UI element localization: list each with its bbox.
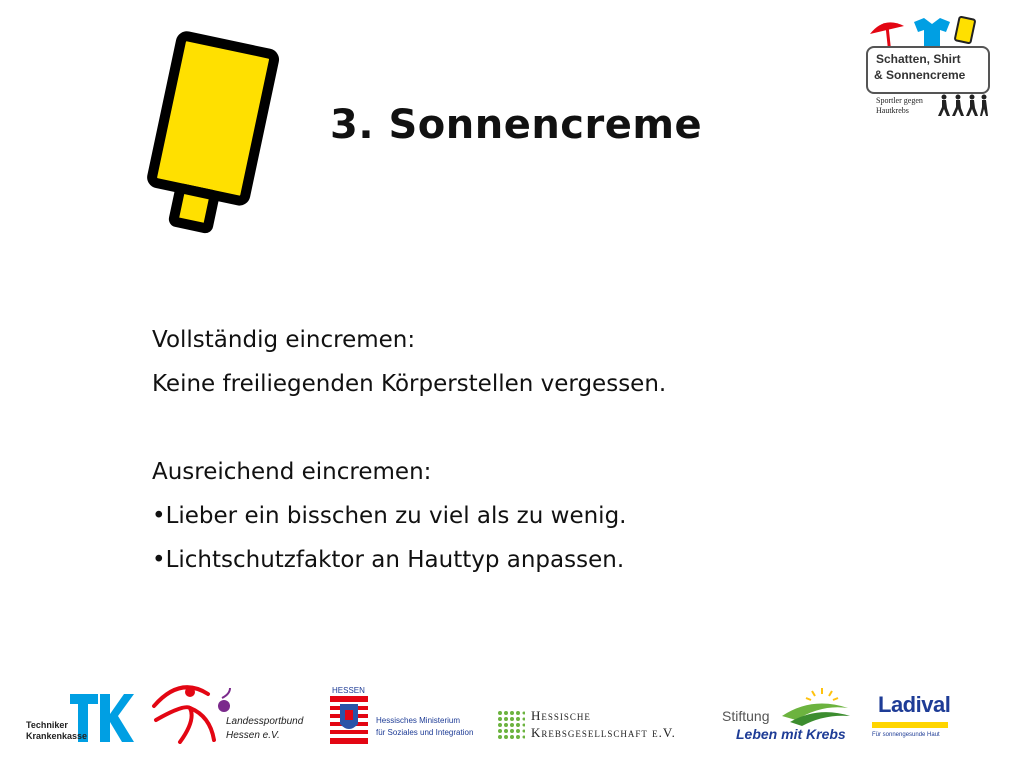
- campaign-tagline-2: Hautkrebs: [876, 106, 909, 115]
- tk-logo: [26, 694, 136, 744]
- hessen-line-1: Hessisches Ministerium: [376, 716, 461, 725]
- hessen-crest-icon: [330, 696, 368, 744]
- campaign-logo-line1: Schatten, Shirt: [876, 52, 961, 66]
- body-bullet-1: •Lieber ein bisschen zu viel als zu wenig.: [152, 503, 627, 529]
- stiftung-line-2: Leben mit Krebs: [736, 726, 846, 742]
- campaign-tagline-1: Sportler gegen: [876, 96, 923, 105]
- body-spacer: [152, 406, 912, 450]
- hkg-line-1: Hessische: [531, 708, 591, 723]
- hkg-logo: [497, 708, 707, 744]
- stiftung-sun-icon: [782, 686, 852, 726]
- hkg-line-2: Krebsgesellschaft e.V.: [531, 725, 676, 740]
- runners-icon: [938, 94, 988, 118]
- hkg-dots-icon: [497, 710, 525, 742]
- body-line-1: Vollständig eincremen:: [152, 327, 416, 353]
- sunscreen-tube-icon: [125, 30, 285, 240]
- body-text: [152, 318, 912, 582]
- stiftung-logo: [722, 686, 854, 744]
- lsb-line-1: Landessportbund: [226, 716, 304, 727]
- body-bullet-2: •Lichtschutzfaktor an Hauttyp anpassen.: [152, 547, 625, 573]
- ladival-tagline: Für sonnengesunde Haut: [872, 732, 940, 738]
- ladival-logo: [870, 692, 952, 746]
- body-line-3: Ausreichend eincremen:: [152, 459, 432, 485]
- hessen-ministry-logo: [330, 686, 488, 746]
- lsb-athlete-icon: [150, 680, 232, 744]
- body-line-2: Keine freiliegenden Körperstellen vergessen.: [152, 371, 667, 397]
- ladival-name: Ladival: [878, 692, 951, 717]
- ladival-bar: [872, 722, 948, 728]
- stiftung-line-1: Stiftung: [722, 708, 770, 724]
- tk-line-1: Techniker: [26, 720, 68, 730]
- lsb-line-2: Hessen e.V.: [226, 730, 280, 741]
- tk-line-2: Krankenkasse: [26, 731, 88, 741]
- hessen-line-2: für Soziales und Integration: [376, 728, 474, 737]
- campaign-logo-box: [866, 46, 990, 94]
- lsb-logo: [150, 680, 315, 746]
- campaign-logo-line2: & Sonnencreme: [874, 68, 966, 82]
- campaign-logo: [862, 14, 992, 118]
- page-title: 3. Sonnencreme: [330, 102, 703, 148]
- hessen-top-label: HESSEN: [332, 686, 365, 695]
